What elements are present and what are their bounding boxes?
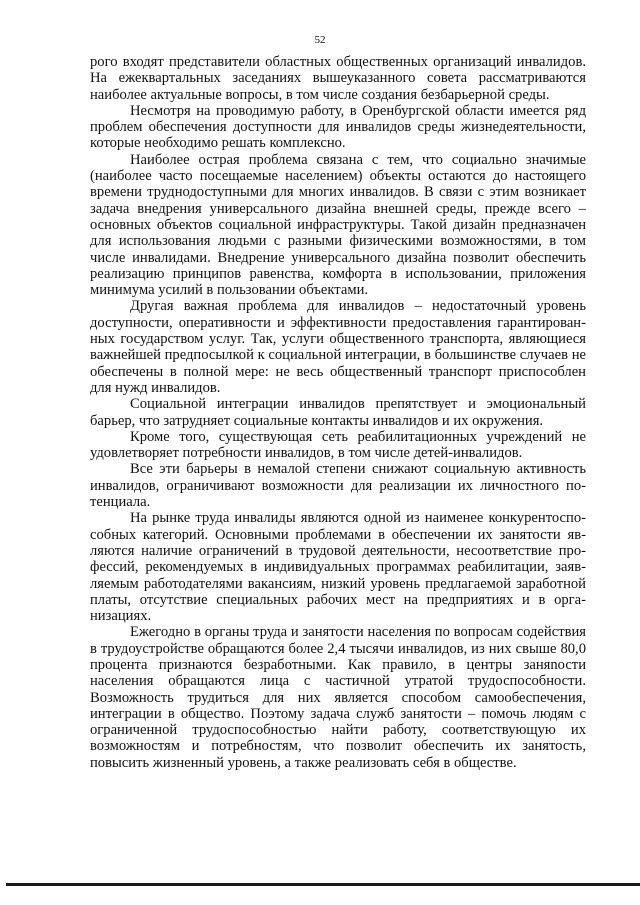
paragraph: Все эти барьеры в немалой степени снижают социальную активность инвалидов, ограничивают возможности для реализации их личностного потенциала.: [90, 461, 586, 511]
paragraph: Ежегодно в органы труда и занятости населения по вопросам содействия в трудоустройстве обращаются более 2,4 тысячи инвалидов, из них свыше 80,0 процента признаются безработными. Как правило, в центры заняnости населения обращаются лица с частичной утратой трудоспособности. Возможность трудиться для них является способом самообеспечения, интеграции в общество. Поэтому задача служб занятости – помочь людям с ограниченной трудоспособностью найти работу, соответствующую их возможностям и потребностям, что позволит обеспечить их занятость, повысить жизненный уровень, а также реализовать себя в обществе.: [90, 624, 586, 771]
paragraph: Другая важная проблема для инвалидов – недостаточный уровень доступности, оперативности и эффективности предоставления гарантированных государством услуг. Так, услуги общественного транспорта, являющиеся важнейшей предпосылкой к социальной интеграции, в большинстве случаев не обеспечены в полной мере: не весь общественный транспорт приспособлен для нужд инвалидов.: [90, 298, 586, 396]
paragraph: На рынке труда инвалиды являются одной из наименее конкурентоспособных категорий. Основными проблемами в обеспечении их занятости являются наличие ограничений в трудовой деятельности, несоответствие профессий, рекомендуемых в индивидуальных программах реабилитации, заявляемым работодателями вакансиям, низкий уровень предлагаемой заработной платы, отсутствие специальных рабочих мест на предприятиях и в организациях.: [90, 510, 586, 625]
paragraph: Несмотря на проводимую работу, в Оренбургской области имеется ряд проблем обеспечения доступности для инвалидов среды жизнедеятельности, которые необходимо решать комплексно.: [90, 102, 586, 152]
paragraph: Кроме того, существующая сеть реабилитационных учреждений не удовлетворяет потребности инвалидов, в том числе детей-инвалидов.: [90, 428, 586, 462]
paragraph: Социальной интеграции инвалидов препятствует и эмоциональный барьер, что затрудняет социальные контакты инвалидов и их окружения.: [90, 396, 586, 429]
paragraph: Наиболее острая проблема связана с тем, что социально значимые (наиболее часто посещаемые населением) объекты остаются до настоящего времени труднодоступными для многих инвалидов. В связи с этим возникает задача внедрения универсального дизайна внешней среды, прежде всего – основных объектов социальной инфраструктуры. Такой дизайн предназначен для использования людьми с разными физическими возможностями, в том числе инвалидами. Внедрение универсального дизайна позволит обеспечить реализацию принципов равенства, комфорта в использовании, приложения минимума усилий в пользовании объектами.: [90, 151, 586, 299]
bottom-rule: [6, 883, 640, 886]
paragraph-continued: рого входят представители областных общественных организаций инвалидов. На ежеквартальных заседаниях вышеуказанного совета рассматриваются наиболее актуальные вопросы, в том числе создания безбарьерной среды.: [90, 54, 586, 103]
body-text: [90, 54, 586, 771]
page-number: 52: [314, 34, 326, 46]
